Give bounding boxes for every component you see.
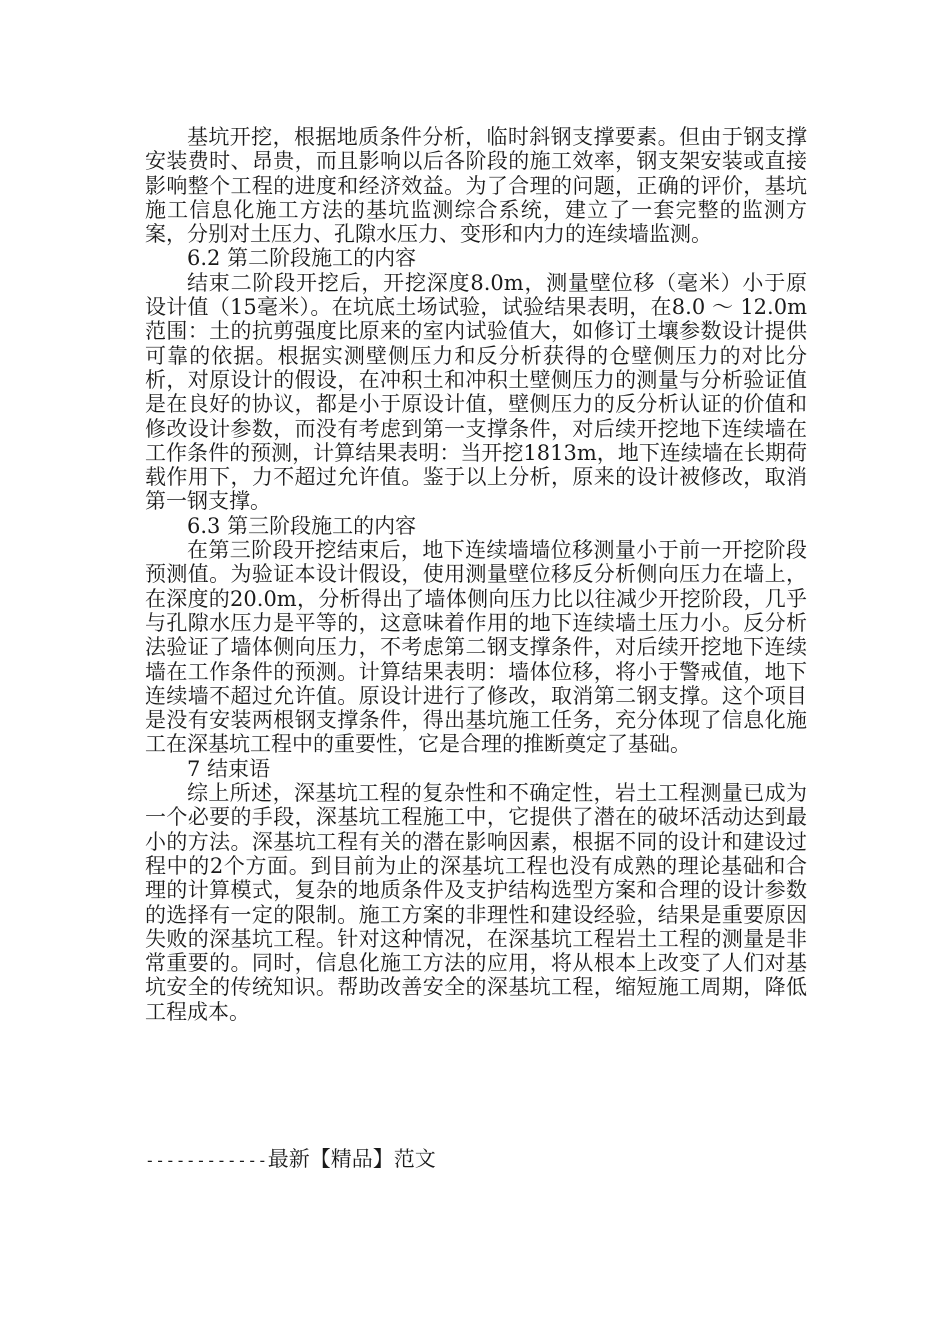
document-body xyxy=(145,125,807,1024)
footer-label: 最新【精品】范文 xyxy=(267,1147,436,1171)
paragraph-stage-two: 结束二阶段开挖后，开挖深度8.0m，测量壁位移（毫米）小于原设计值（15毫米）。在坑底土场试验，试验结果表明，在8.0 ～ 12.0m范围：土的抗剪强度比原来的室内试验值大，如修订土壤参数设计提供可靠的依据。根据实测壁侧压力和反分析获得的仓壁侧压力的对比分析，对原设计的假设，在冲积土和冲积土壁侧压力的测量与分析验证值是在良好的协议，都是小于原设计值，壁侧压力的反分析认证的价值和修改设计参数，而没有考虑到第一支撑条件，对后续开挖地下连续墙在工作条件的预测，计算结果表明：当开挖1813m，地下连续墙在长期荷载作用下，力不超过允许值。鉴于以上分析，原来的设计被修改，取消第一钢支撑。 xyxy=(145,270,807,514)
footer-line xyxy=(145,1146,807,1174)
section-heading-6-2: 6.2 第二阶段施工的内容 xyxy=(187,246,417,271)
paragraph-conclusion: 综上所述，深基坑工程的复杂性和不确定性，岩土工程测量已成为一个必要的手段，深基坑工程施工中，它提供了潜在的破坏活动达到最小的方法。深基坑工程有关的潜在影响因素，根据不同的设计和建设过程中的2个方面。到目前为止的深基坑工程也没有成熟的理论基础和合理的计算模式，复杂的地质条件及支护结构选型方案和合理的设计参数的选择有一定的限制。施工方案的非理性和建设经验，结果是重要原因失败的深基坑工程。针对这种情况，在深基坑工程岩土工程的测量是非常重要的。同时，信息化施工方法的应用，将从根本上改变了人们对基坑安全的传统知识。帮助改善安全的深基坑工程，缩短施工周期，降低工程成本。 xyxy=(145,781,807,1024)
paragraph-intro: 基坑开挖，根据地质条件分析，临时斜钢支撑要素。但由于钢支撑安装费时、昂贵，而且影响以后各阶段的施工效率，钢支架安装或直接影响整个工程的进度和经济效益。为了合理的问题，正确的评价，基坑施工信息化施工方法的基坑监测综合系统，建立了一套完整的监测方案，分别对土压力、孔隙水压力、变形和内力的连续墙监测。 xyxy=(145,125,807,247)
footer-dashes: ------------ xyxy=(145,1151,268,1170)
section-heading-7: 7 结束语 xyxy=(187,756,271,781)
paragraph-stage-three: 在第三阶段开挖结束后，地下连续墙墙位移测量小于前一开挖阶段预测值。为验证本设计假设，使用测量壁位移反分析侧向压力在墙上，在深度的20.0m，分析得出了墙体侧向压力比以往减少开挖阶段，几乎与孔隙水压力是平等的，这意味着作用的地下连续墙土压力小。反分析法验证了墙体侧向压力，不考虑第二钢支撑条件，对后续开挖地下连续墙在工作条件的预测。计算结果表明：墙体位移，将小于警戒值，地下连续墙不超过允许值。原设计进行了修改，取消第二钢支撑。这个项目是没有安装两根钢支撑条件，得出基坑施工任务，充分体现了信息化施工在深基坑工程中的重要性，它是合理的推断奠定了基础。 xyxy=(145,538,807,757)
section-heading-6-3: 6.3 第三阶段施工的内容 xyxy=(187,513,417,538)
